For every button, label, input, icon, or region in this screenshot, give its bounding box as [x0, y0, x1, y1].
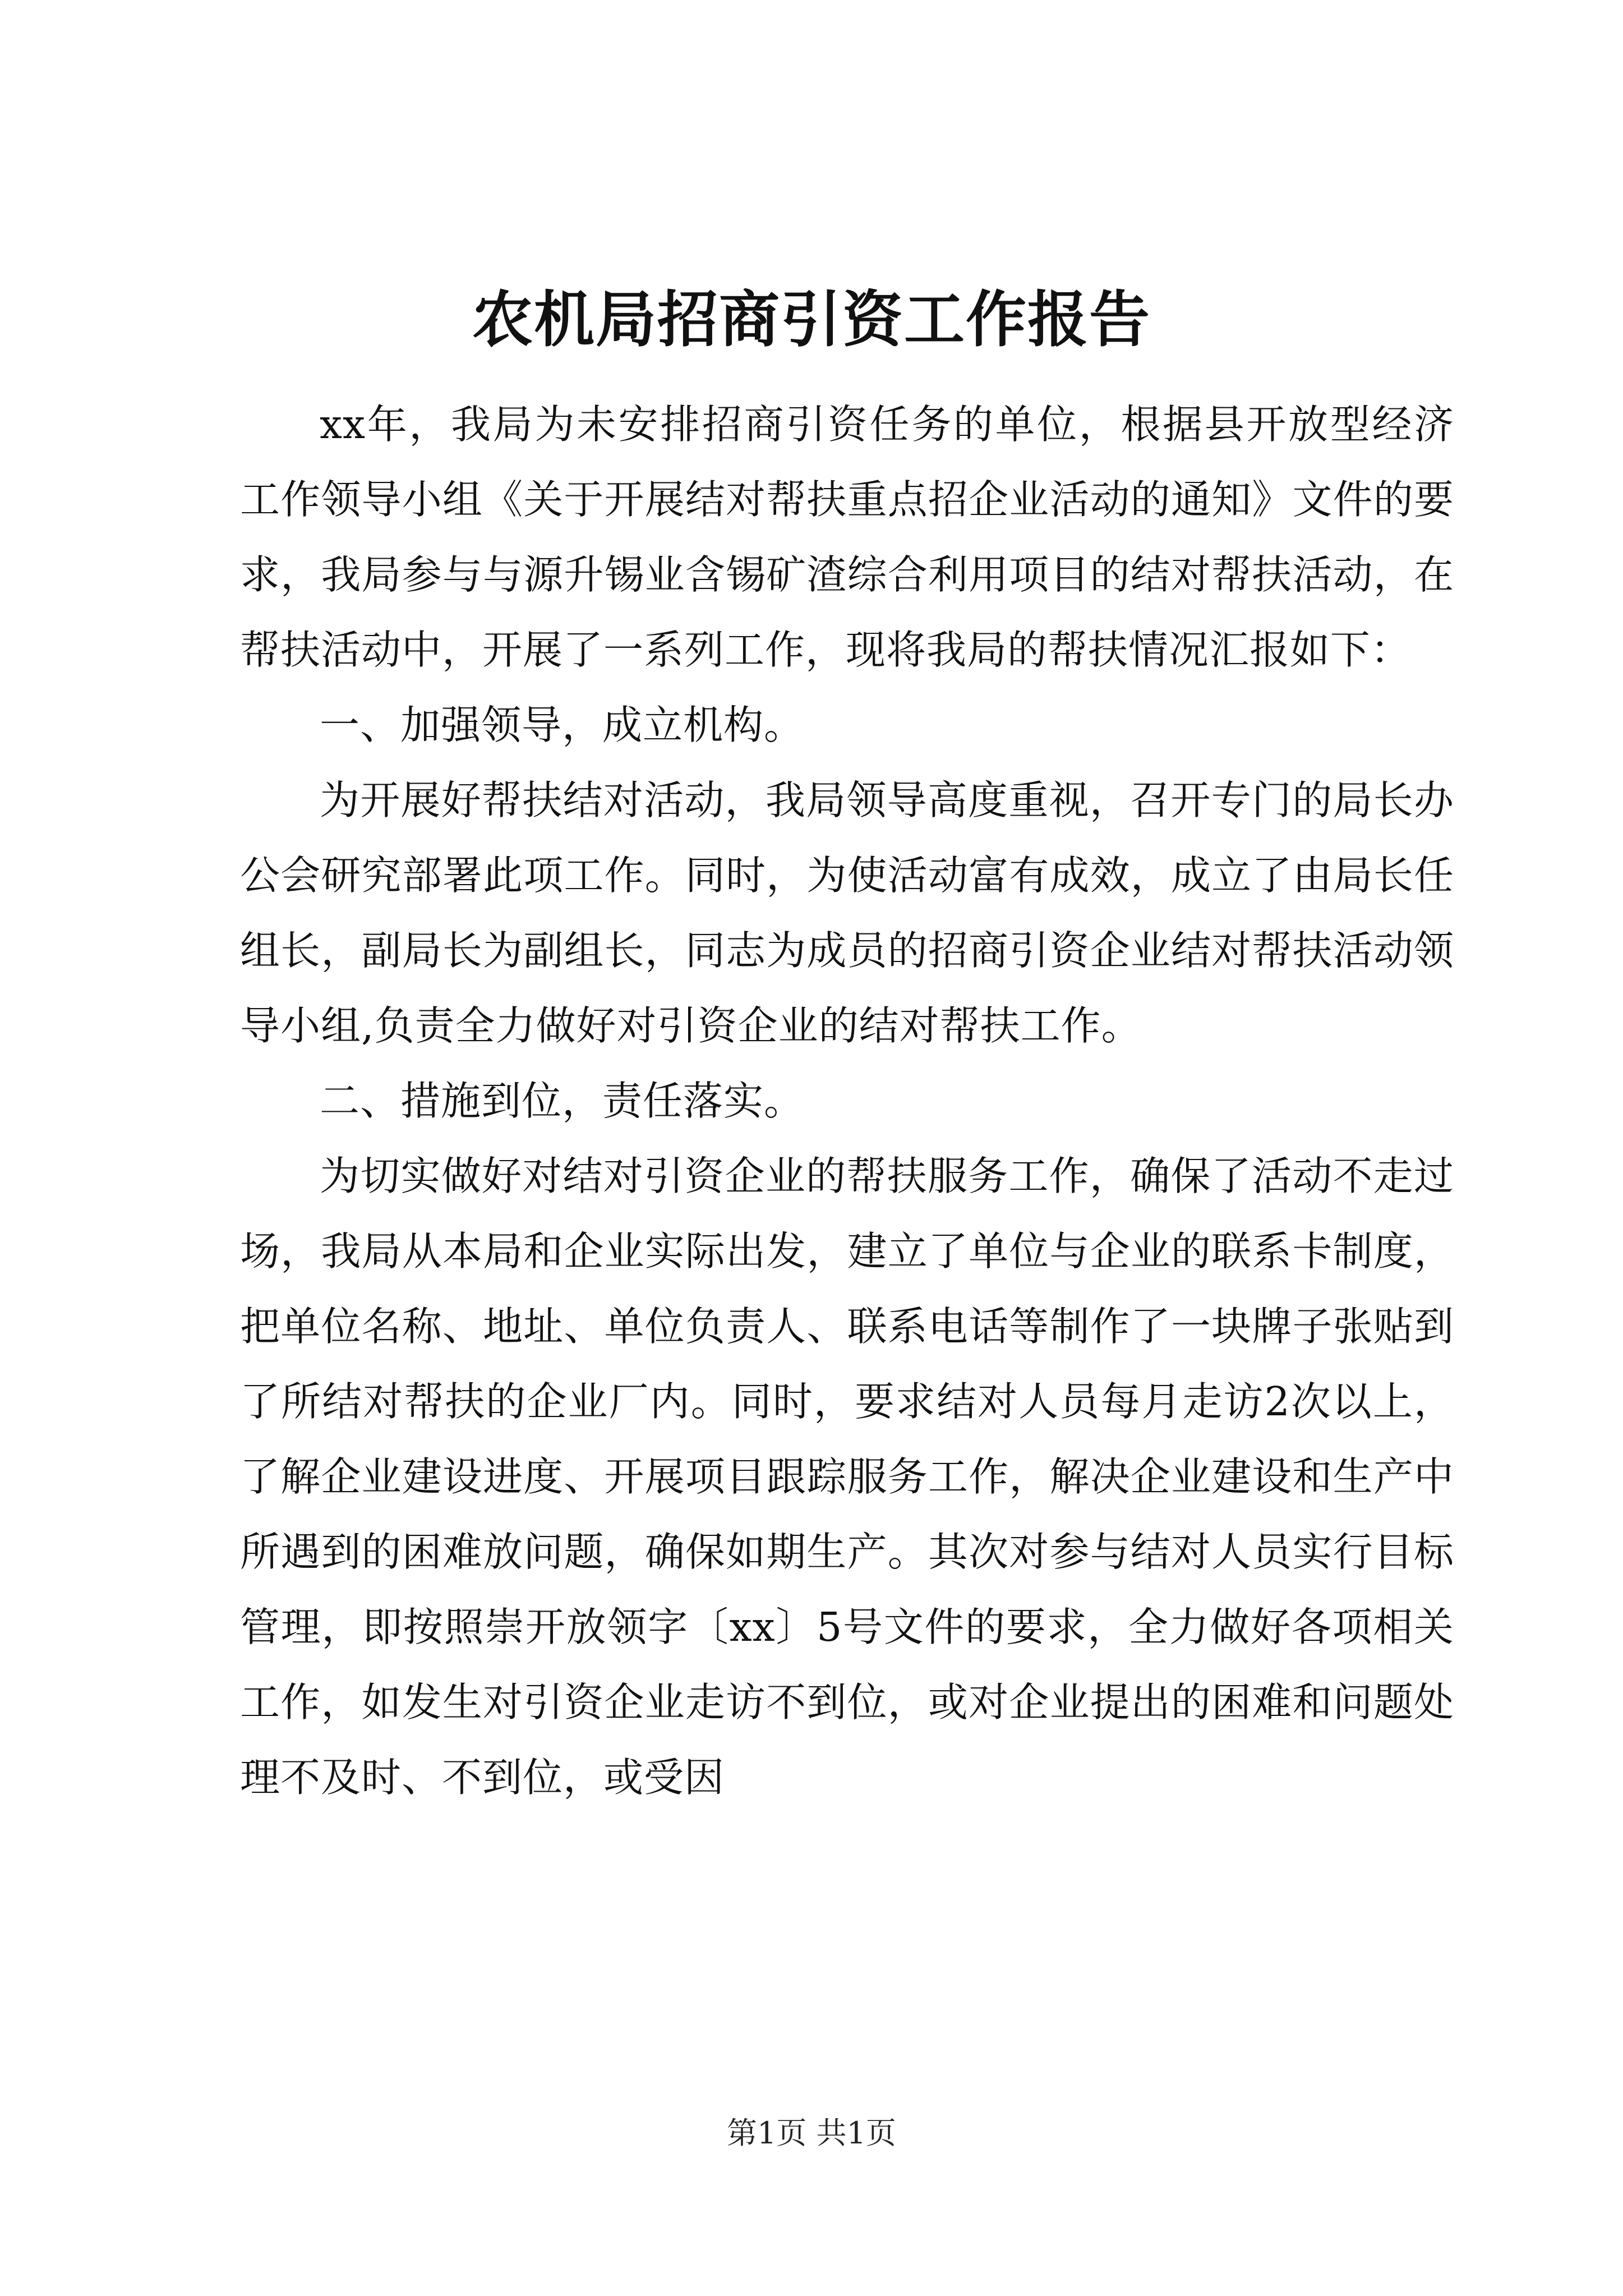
section-heading-1: 一、加强领导，成立机构。 — [320, 702, 805, 748]
page-footer: 第1页 共1页 — [727, 2115, 896, 2151]
paragraph-section-1: 为开展好帮扶结对活动，我局领导高度重视，召开专门的局长办公会研究部署此项工作。同时，为使活动富有成效，成立了由局长任组长，副局长为副组长，同志为成员的招商引资企业结对帮扶活动领导小组,负责全力做好对引资企业的结对帮扶工作。 — [240, 777, 1454, 1049]
paragraph-section-2: 为切实做好对结对引资企业的帮扶服务工作，确保了活动不走过场，我局从本局和企业实际出发，建立了单位与企业的联系卡制度，把单位名称、地址、单位负责人、联系电话等制作了一块牌子张贴到了所结对帮扶的企业厂内。同时，要求结对人员每月走访2次以上，了解企业建设进度、开展项目跟踪服务工作，解决企业建设和生产中所遇到的困难放问题，确保如期生产。其次对参与结对人员实行目标管理，即按照崇开放领字〔xx〕5号文件的要求，全力做好各项相关工作，如发生对引资企业走访不到位，或对企业提出的困难和问题处理不及时、不到位，或受因 — [240, 1153, 1454, 1801]
paragraph-intro: xx年，我局为未安排招商引资任务的单位，根据县开放型经济工作领导小组《关于开展结对帮扶重点招企业活动的通知》文件的要求，我局参与与源升锡业含锡矿渣综合利用项目的结对帮扶活动，在帮扶活动中，开展了一系列工作，现将我局的帮扶情况汇报如下： — [240, 401, 1454, 673]
section-heading-2: 二、措施到位，责任落实。 — [320, 1078, 805, 1124]
document-title: 农机局招商引资工作报告 — [472, 284, 1151, 355]
document-body — [240, 387, 1454, 1815]
